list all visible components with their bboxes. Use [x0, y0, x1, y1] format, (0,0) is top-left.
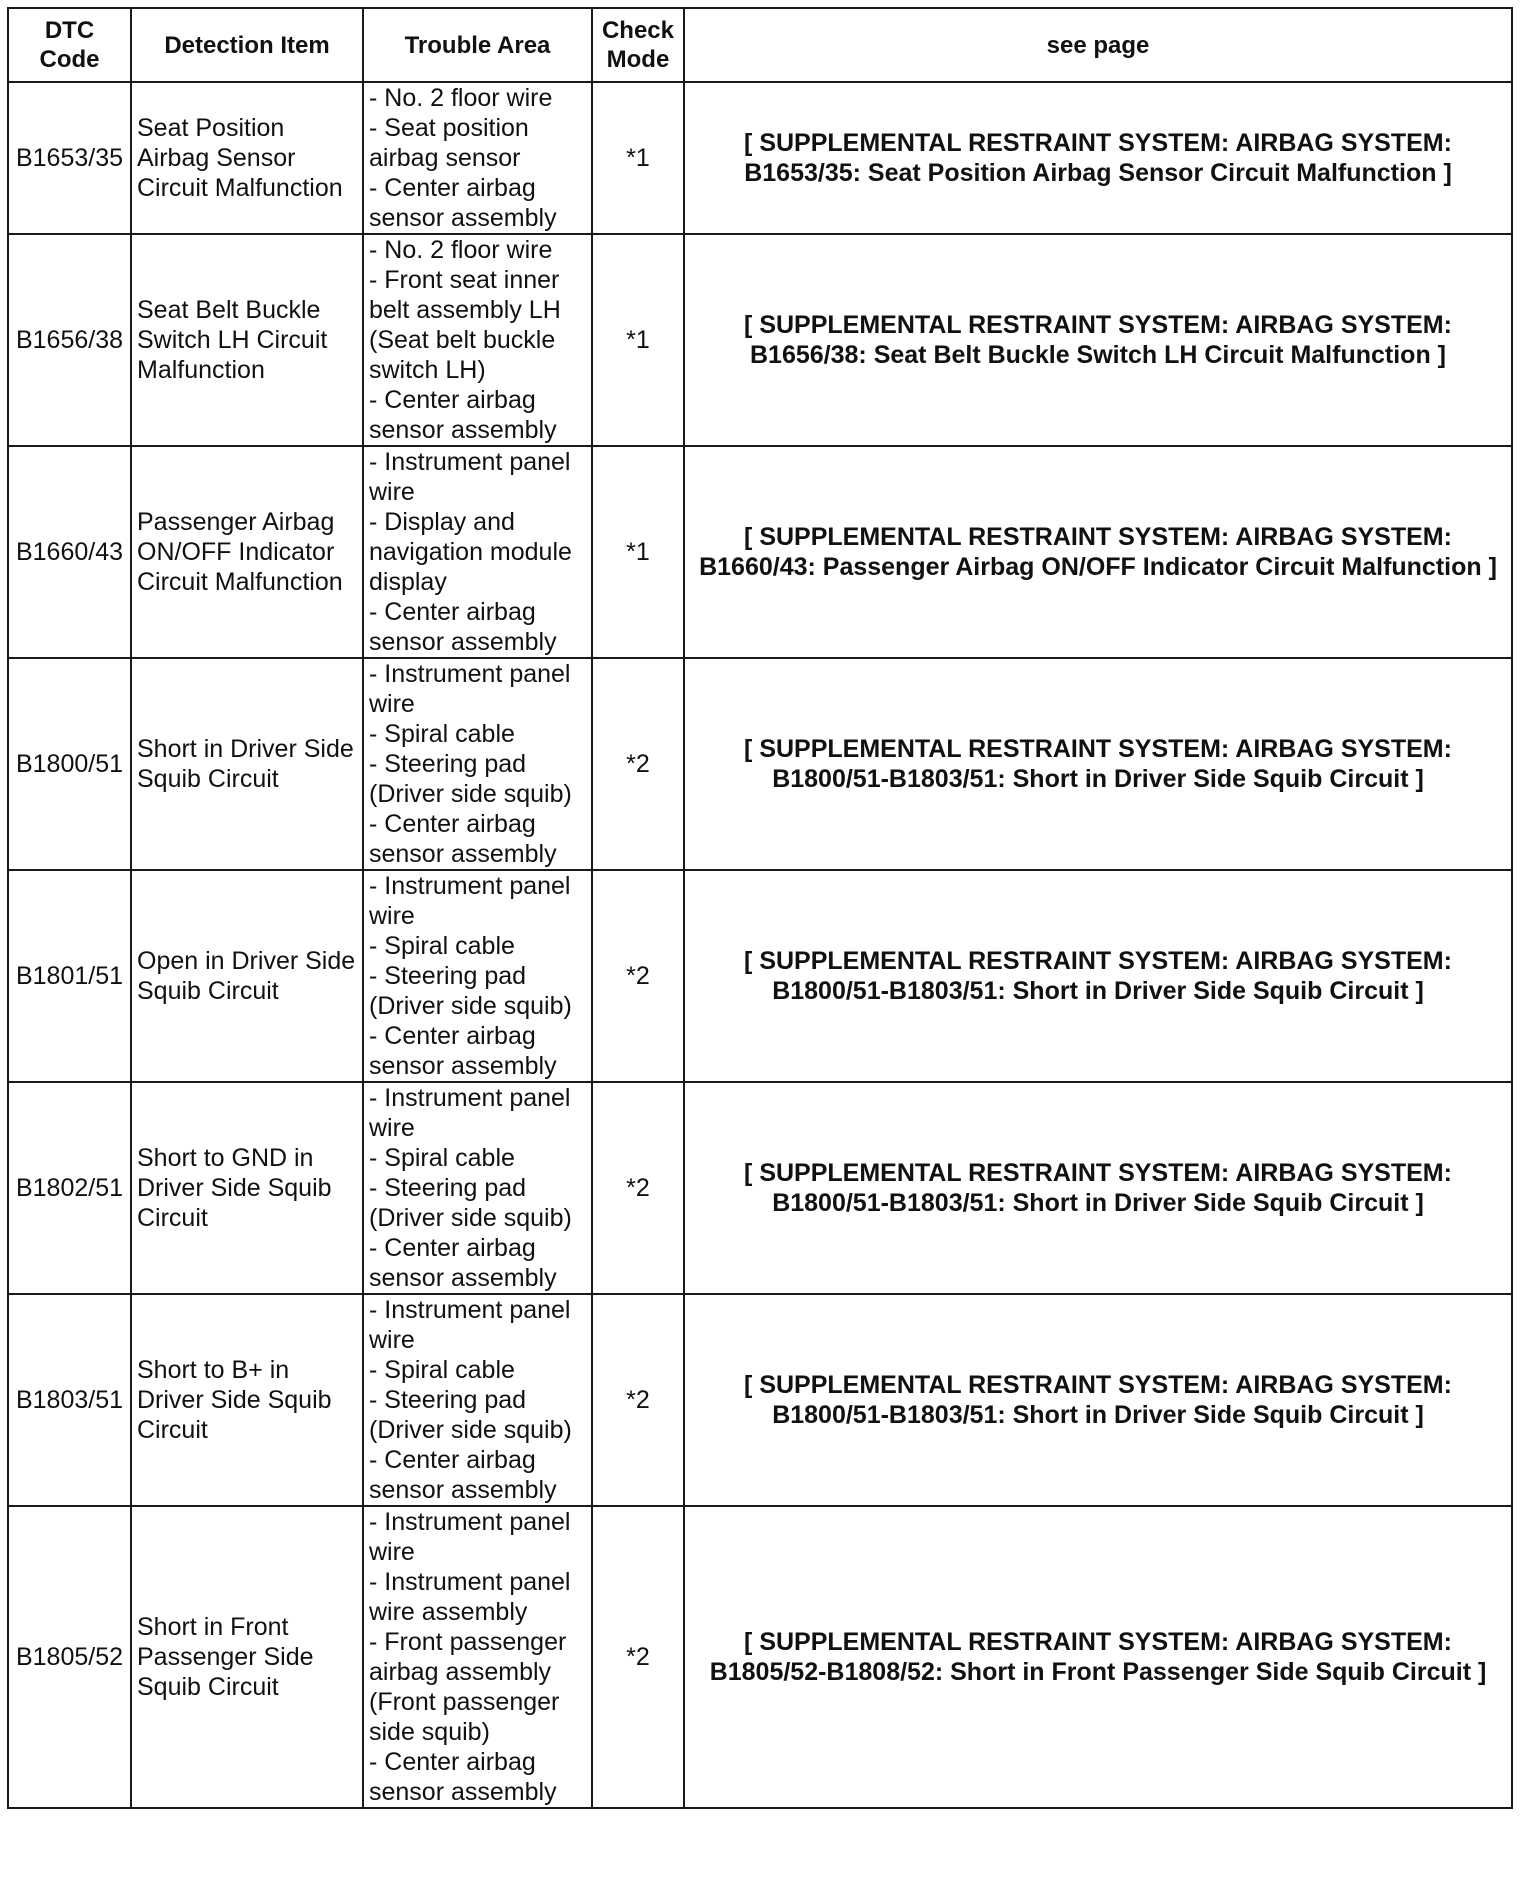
trouble-area-line: - Center airbag [369, 386, 536, 414]
see-page-line: B1800/51-B1803/51: Short in Driver Side Squib Circuit ] [772, 977, 1424, 1005]
table-row [8, 446, 1512, 658]
trouble-area-line: - Instrument panel [369, 872, 571, 900]
trouble-area-line: sensor assembly [369, 628, 557, 656]
trouble-area-line: switch LH) [369, 356, 486, 384]
see-page-line: [ SUPPLEMENTAL RESTRAINT SYSTEM: AIRBAG SYSTEM: [744, 1628, 1452, 1656]
detection-item-cell: Open in Driver Side Squib Circuit [131, 870, 363, 1082]
check-mode-cell: *2 [592, 1294, 684, 1506]
table-row [8, 1506, 1512, 1808]
detection-item-cell: Passenger Airbag ON/OFF Indicator Circuit Malfunction [131, 446, 363, 658]
see-page-link[interactable] [684, 234, 1512, 446]
check-mode-cell: *1 [592, 234, 684, 446]
detection-item-cell: Short in Front Passenger Side Squib Circuit [131, 1506, 363, 1808]
header-check-mode: Check Mode [592, 8, 684, 82]
table-body [8, 82, 1512, 1808]
table-row [8, 658, 1512, 870]
trouble-area-cell [363, 1082, 592, 1294]
trouble-area-line: airbag sensor [369, 144, 521, 172]
trouble-area-line: wire [369, 690, 415, 718]
check-mode-cell: *1 [592, 446, 684, 658]
trouble-area-cell [363, 234, 592, 446]
see-page-line: B1800/51-B1803/51: Short in Driver Side Squib Circuit ] [772, 765, 1424, 793]
detection-item-cell: Short in Driver Side Squib Circuit [131, 658, 363, 870]
trouble-area-cell [363, 1294, 592, 1506]
see-page-line: B1805/52-B1808/52: Short in Front Passenger Side Squib Circuit ] [709, 1658, 1487, 1686]
trouble-area-line: (Driver side squib) [369, 1416, 572, 1444]
trouble-area-line: - Seat position [369, 114, 529, 142]
see-page-link[interactable] [684, 1506, 1512, 1808]
trouble-area-line: sensor assembly [369, 1476, 557, 1504]
dtc-code-cell: B1801/51 [8, 870, 131, 1082]
trouble-area-line: display [369, 568, 447, 596]
trouble-area-line: - Center airbag [369, 1234, 536, 1262]
trouble-area-line: sensor assembly [369, 1264, 557, 1292]
trouble-area-line: - Spiral cable [369, 932, 515, 960]
trouble-area-line: - Instrument panel [369, 1508, 571, 1536]
trouble-area-line: - Instrument panel [369, 448, 571, 476]
see-page-link[interactable] [684, 446, 1512, 658]
trouble-area-line: - Center airbag [369, 1748, 536, 1776]
dtc-code-cell: B1803/51 [8, 1294, 131, 1506]
trouble-area-cell [363, 870, 592, 1082]
trouble-area-line: - Steering pad [369, 1386, 527, 1414]
see-page-line: [ SUPPLEMENTAL RESTRAINT SYSTEM: AIRBAG SYSTEM: [744, 947, 1452, 975]
detection-item-cell: Seat Position Airbag Sensor Circuit Malfunction [131, 82, 363, 234]
dtc-code-cell: B1660/43 [8, 446, 131, 658]
trouble-area-line: (Front passenger [369, 1688, 560, 1716]
trouble-area-line: (Driver side squib) [369, 992, 572, 1020]
check-mode-cell: *2 [592, 1082, 684, 1294]
dtc-code-cell: B1805/52 [8, 1506, 131, 1808]
see-page-line: B1653/35: Seat Position Airbag Sensor Circuit Malfunction ] [744, 159, 1452, 187]
trouble-area-line: sensor assembly [369, 204, 557, 232]
table-row [8, 870, 1512, 1082]
trouble-area-line: wire [369, 1114, 415, 1142]
trouble-area-line: - No. 2 floor wire [369, 236, 553, 264]
trouble-area-line: - Instrument panel [369, 1568, 571, 1596]
see-page-line: [ SUPPLEMENTAL RESTRAINT SYSTEM: AIRBAG SYSTEM: [744, 523, 1452, 551]
trouble-area-line: - Instrument panel [369, 1296, 571, 1324]
table-row [8, 1294, 1512, 1506]
see-page-line: [ SUPPLEMENTAL RESTRAINT SYSTEM: AIRBAG SYSTEM: [744, 735, 1452, 763]
trouble-area-line: - Display and [369, 508, 515, 536]
check-mode-cell: *2 [592, 870, 684, 1082]
header-detection-item: Detection Item [131, 8, 363, 82]
detection-item-cell: Short to GND in Driver Side Squib Circuit [131, 1082, 363, 1294]
see-page-line: [ SUPPLEMENTAL RESTRAINT SYSTEM: AIRBAG SYSTEM: [744, 1371, 1452, 1399]
table-row [8, 234, 1512, 446]
trouble-area-line: sensor assembly [369, 416, 557, 444]
table-row [8, 1082, 1512, 1294]
dtc-table [7, 7, 1513, 1809]
see-page-link[interactable] [684, 82, 1512, 234]
trouble-area-line: - Steering pad [369, 962, 527, 990]
trouble-area-line: - Instrument panel [369, 660, 571, 688]
dtc-code-cell: B1656/38 [8, 234, 131, 446]
trouble-area-line: - No. 2 floor wire [369, 84, 553, 112]
header-see-page: see page [684, 8, 1512, 82]
dtc-code-cell: B1653/35 [8, 82, 131, 234]
trouble-area-line: navigation module [369, 538, 572, 566]
see-page-link[interactable] [684, 870, 1512, 1082]
see-page-line: B1656/38: Seat Belt Buckle Switch LH Circuit Malfunction ] [750, 341, 1446, 369]
see-page-line: [ SUPPLEMENTAL RESTRAINT SYSTEM: AIRBAG SYSTEM: [744, 1159, 1452, 1187]
trouble-area-line: - Front passenger [369, 1628, 567, 1656]
see-page-line: [ SUPPLEMENTAL RESTRAINT SYSTEM: AIRBAG SYSTEM: [744, 129, 1452, 157]
trouble-area-line: - Center airbag [369, 810, 536, 838]
trouble-area-line: - Spiral cable [369, 1356, 515, 1384]
trouble-area-line: - Center airbag [369, 598, 536, 626]
trouble-area-line: - Front seat inner [369, 266, 560, 294]
trouble-area-line: sensor assembly [369, 1778, 557, 1806]
trouble-area-line: - Steering pad [369, 750, 527, 778]
header-trouble-area: Trouble Area [363, 8, 592, 82]
see-page-line: B1800/51-B1803/51: Short in Driver Side Squib Circuit ] [772, 1189, 1424, 1217]
check-mode-cell: *2 [592, 1506, 684, 1808]
detection-item-cell: Seat Belt Buckle Switch LH Circuit Malfunction [131, 234, 363, 446]
trouble-area-line: sensor assembly [369, 1052, 557, 1080]
trouble-area-line: (Seat belt buckle [369, 326, 556, 354]
trouble-area-cell [363, 446, 592, 658]
trouble-area-cell [363, 82, 592, 234]
trouble-area-line: - Center airbag [369, 1022, 536, 1050]
see-page-line: B1660/43: Passenger Airbag ON/OFF Indicator Circuit Malfunction ] [699, 553, 1497, 581]
trouble-area-line: - Steering pad [369, 1174, 527, 1202]
see-page-link[interactable] [684, 1294, 1512, 1506]
trouble-area-cell [363, 658, 592, 870]
trouble-area-line: - Spiral cable [369, 1144, 515, 1172]
see-page-line: [ SUPPLEMENTAL RESTRAINT SYSTEM: AIRBAG SYSTEM: [744, 311, 1452, 339]
trouble-area-line: sensor assembly [369, 840, 557, 868]
check-mode-cell: *1 [592, 82, 684, 234]
trouble-area-line: wire assembly [369, 1598, 528, 1626]
trouble-area-line: - Spiral cable [369, 720, 515, 748]
trouble-area-line: (Driver side squib) [369, 1204, 572, 1232]
trouble-area-line: wire [369, 1326, 415, 1354]
table-header-row [8, 8, 1512, 82]
detection-item-cell: Short to B+ in Driver Side Squib Circuit [131, 1294, 363, 1506]
trouble-area-line: wire [369, 1538, 415, 1566]
trouble-area-line: - Center airbag [369, 174, 536, 202]
trouble-area-cell [363, 1506, 592, 1808]
trouble-area-line: side squib) [369, 1718, 490, 1746]
trouble-area-line: wire [369, 478, 415, 506]
check-mode-cell: *2 [592, 658, 684, 870]
header-dtc-code: DTC Code [8, 8, 131, 82]
dtc-code-cell: B1800/51 [8, 658, 131, 870]
trouble-area-line: belt assembly LH [369, 296, 561, 324]
see-page-link[interactable] [684, 1082, 1512, 1294]
trouble-area-line: (Driver side squib) [369, 780, 572, 808]
see-page-link[interactable] [684, 658, 1512, 870]
see-page-line: B1800/51-B1803/51: Short in Driver Side Squib Circuit ] [772, 1401, 1424, 1429]
trouble-area-line: airbag assembly [369, 1658, 552, 1686]
dtc-code-cell: B1802/51 [8, 1082, 131, 1294]
trouble-area-line: - Center airbag [369, 1446, 536, 1474]
trouble-area-line: - Instrument panel [369, 1084, 571, 1112]
trouble-area-line: wire [369, 902, 415, 930]
table-row [8, 82, 1512, 234]
